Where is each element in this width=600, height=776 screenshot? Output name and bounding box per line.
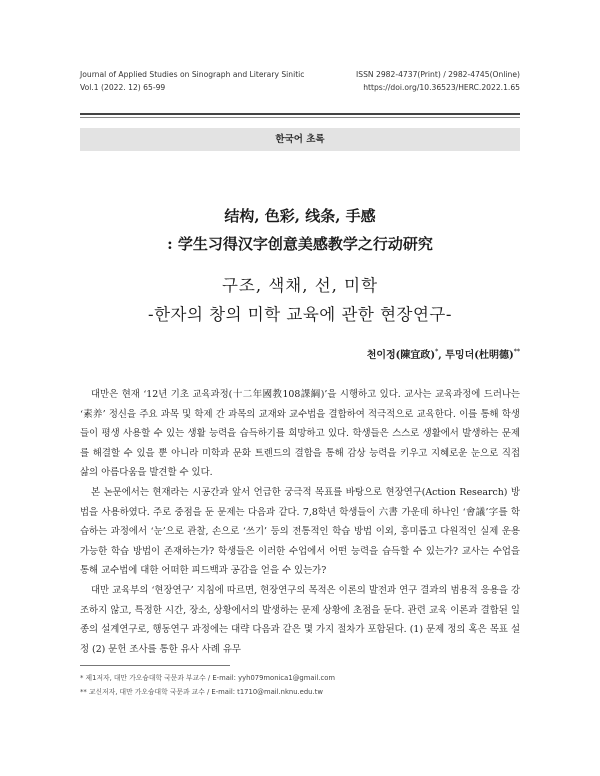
header-rule-thick bbox=[80, 113, 520, 115]
header-rule-thin bbox=[80, 117, 520, 118]
title-korean-line1: 구조, 색채, 선, 미학 bbox=[221, 276, 379, 295]
title-chinese-line2: : 学生习得汉字创意美感教学之行动研究 bbox=[167, 235, 433, 253]
journal-doi: https://doi.org/10.36523/HERC.2022.1.65 bbox=[363, 83, 520, 92]
author-first-mark: * bbox=[435, 348, 439, 356]
footnote-first-author: * 제1저자, 대만 가오슝대학 국문과 부교수 / E-mail: yyh079monica1@gmail.com bbox=[80, 674, 335, 682]
abstract-paragraph-1: 대만은 현재 ‘12년 기초 교육과정(十二年國教108課綱)’을 시행하고 있다. 교사는 교육과정에 드러나는 ‘素养’ 정신을 주요 과목 및 학제 간 과목의 교재와 교수법을 결합하여 적극적으로 교육한다. 이를 통해 학생들이 평생 사용할 수 있는 생활 능력을 습득하기를 희망하고 있다. 학생들은 스스로 생활에서 발생하는 문제를 해결할 수 있을 뿐 아니라 미학과 문화 트렌드의 결합을 통해 감상 능력을 키우고 지혜로운 눈으로 직접 삶의 아름다움을 발견할 수 있다. bbox=[80, 389, 520, 479]
author-line bbox=[367, 346, 520, 361]
journal-volume: Vol.1 (2022. 12) 65-99 bbox=[80, 83, 166, 92]
journal-header-left bbox=[80, 68, 304, 94]
abstract-paragraph-2: 본 논문에서는 현재라는 시공간과 앞서 언급한 궁극적 목표를 바탕으로 현장연구(Action Research) 방법을 사용하였다. 주로 중점을 둔 문제는 다음과 같다. 7,8학년 학생들이 六書 가운데 하나인 ‘會議’字를 학습하는 과정에서 ‘눈’으로 관찰, 손으로 ‘쓰기’ 등의 전통적인 학습 방법 이외, 흥미롭고 다원적인 실제 운용 가능한 학습 방법이 존재하는가? 학생들은 이러한 수업에서 어떤 능력을 습득할 수 있는가? 교사는 수업을 통해 교수법에 대한 어떠한 피드백과 공감을 얻을 수 있는가? bbox=[80, 486, 520, 577]
title-chinese-line1: 结构, 色彩, 线条, 手感 bbox=[224, 207, 376, 225]
author-separator: , bbox=[438, 350, 446, 361]
abstract-paragraph-3: 대만 교육부의 ‘현장연구’ 지침에 따르면, 현장연구의 목적은 이론의 발전과 연구 결과의 범용적 응용을 강조하지 않고, 특정한 시간, 장소, 상황에서의 발생하는 문제 상황에 초점을 둔다. 관련 교육 이론과 결합된 일종의 설계연구로, 행동연구 과정에는 대략 다음과 같은 몇 가지 절차가 포함된다. (1) 문제 정의 혹은 목표 설정 (2) 문헌 조사를 통한 유사 사례 유무 bbox=[80, 584, 520, 655]
author-first: 천이정(陳宜政) bbox=[366, 350, 436, 361]
author-second-mark: ** bbox=[513, 348, 520, 356]
journal-issn: ISSN 2982-4737(Print) / 2982-4745(Online) bbox=[356, 70, 520, 79]
footnote-corresponding-author: ** 교신저자, 대만 가오슝대학 국문과 교수 / E-mail: t1710@mail.nknu.edu.tw bbox=[80, 688, 323, 696]
abstract-body bbox=[80, 385, 520, 659]
journal-header-right bbox=[356, 68, 520, 94]
journal-name: Journal of Applied Studies on Sinograph and Literary Sinitic bbox=[80, 70, 305, 79]
author-second: 투밍더(杜明德) bbox=[445, 350, 514, 361]
title-korean-line2: -한자의 창의 미학 교육에 관한 현장연구- bbox=[148, 305, 452, 324]
abstract-section-label: 한국어 초록 bbox=[80, 128, 520, 151]
footnote-rule bbox=[80, 665, 230, 666]
